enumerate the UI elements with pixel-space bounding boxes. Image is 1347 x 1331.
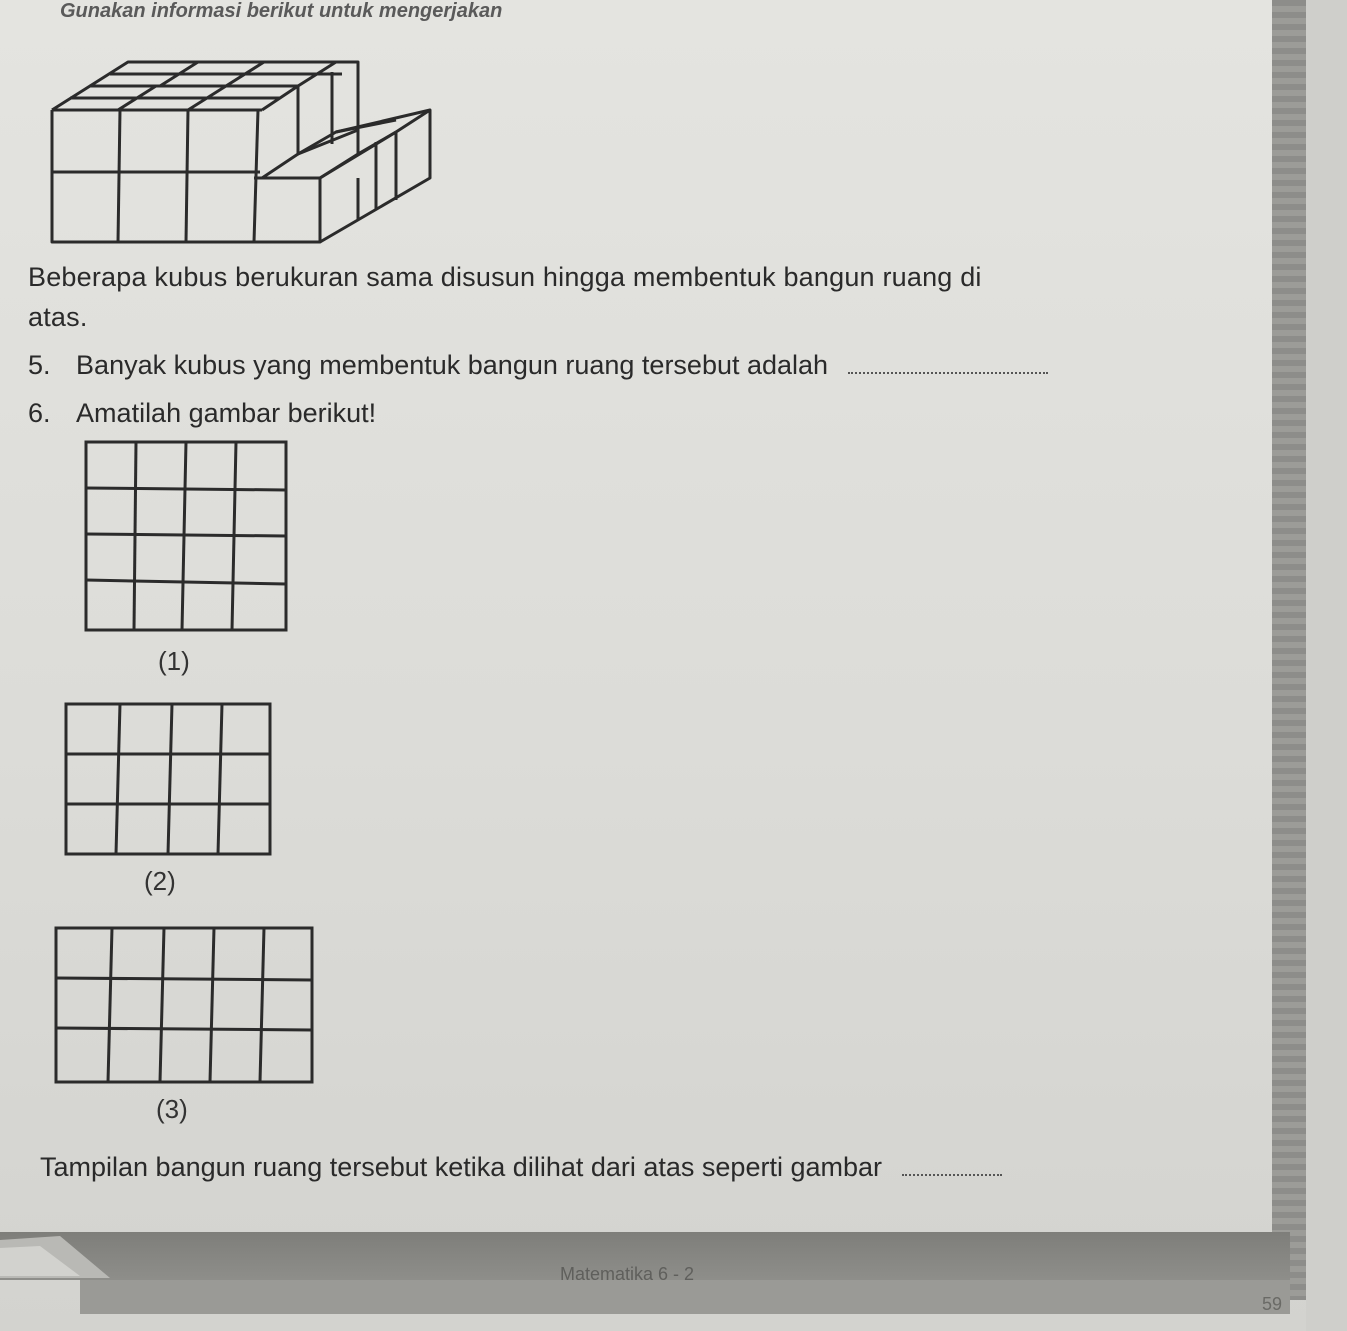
closing-question-text: Tampilan bangun ruang tersebut ketika dilihat dari atas seperti gambar [40, 1152, 882, 1182]
footer-book-title: Matematika 6 - 2 [560, 1264, 695, 1284]
page-edge-strip [1272, 0, 1306, 1300]
answer-blank-6[interactable] [902, 1174, 1002, 1176]
grid-figure-3 [46, 924, 316, 1084]
question-6-text: Amatilah gambar berikut! [76, 398, 377, 428]
grid-figure-2 [56, 700, 276, 860]
answer-blank-5[interactable] [848, 372, 1048, 374]
question-5-text: Banyak kubus yang membentuk bangun ruang tersebut adalah [76, 350, 829, 380]
closing-question [40, 1152, 1002, 1183]
figure-1-label: (1) [158, 646, 190, 676]
paragraph-line-2: atas. [28, 302, 88, 332]
figure-3-label: (3) [156, 1094, 188, 1124]
page-right-margin [1306, 0, 1347, 1331]
cube-arrangement-figure [40, 50, 480, 250]
header-instruction: Gunakan informasi berikut untuk mengerjakan [60, 0, 503, 22]
paragraph-line-1: Beberapa kubus berukuran sama disusun hingga membentuk bangun ruang di [28, 262, 982, 292]
page-number: 59 [1262, 1294, 1283, 1314]
question-6-number: 6. [28, 398, 51, 428]
figure-2-label: (2) [144, 866, 176, 896]
footer-band-lower [80, 1280, 1290, 1314]
footer-swoosh-decoration [0, 1230, 120, 1290]
question-5-number: 5. [28, 350, 51, 380]
question-5 [28, 350, 1048, 381]
question-6 [28, 398, 376, 429]
grid-figure-1 [76, 436, 296, 636]
